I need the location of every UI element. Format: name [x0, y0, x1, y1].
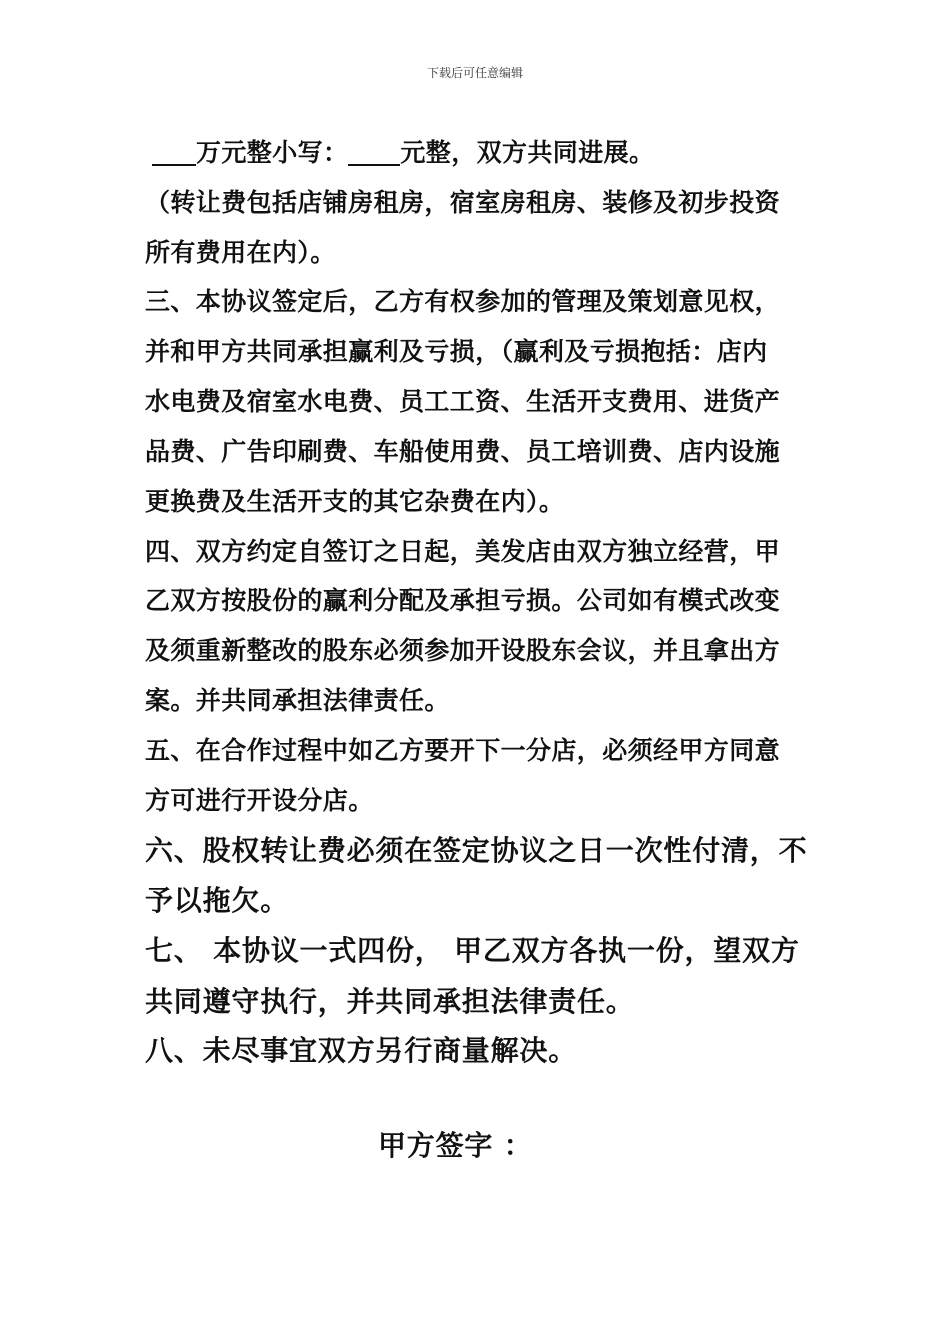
amount-text-b: 元整，双方共同进展。 — [400, 138, 655, 167]
text-line: 水电费及宿室水电费、员工工资、生活开支费用、进货产 — [145, 387, 781, 416]
blank-amount-big — [152, 138, 196, 166]
text-line: 及须重新整改的股东必须参加开设股东会议，并且拿出方 — [145, 636, 781, 665]
text-line: 五、在合作过程中如乙方要开下一分店，必须经甲方同意 — [145, 736, 781, 765]
text-line: 更换费及生活开支的其它杂费在内）。 — [145, 487, 565, 516]
signature-label: 甲方签字 ： — [378, 1129, 533, 1162]
text-line: 共同遵守执行，并共同承担法律责任。 — [145, 985, 635, 1018]
text-line: 乙双方按股份的赢利分配及承担亏损。公司如有模式改变 — [145, 586, 781, 615]
blank-amount-small — [348, 138, 400, 166]
text-line: 案。并共同承担法律责任。 — [145, 686, 450, 715]
text-line-amount — [152, 133, 654, 169]
amount-text-a: 万元整小写： — [196, 138, 349, 167]
text-line: 并和甲方共同承担赢利及亏损，（赢利及亏损抱括：店内 — [145, 337, 768, 366]
text-line: 方可进行开设分店。 — [145, 786, 374, 815]
text-line: （转让费包括店铺房租房，宿室房租房、装修及初步投资 — [145, 188, 781, 217]
text-line: 所有费用在内）。 — [145, 238, 336, 267]
text-line: 七、 本协议一式四份， 甲乙双方各执一份，望双方 — [145, 934, 800, 967]
text-line: 三、本协议签定后，乙方有权参加的管理及策划意见权， — [145, 287, 781, 316]
page-header: 下载后可任意编辑 — [426, 66, 523, 80]
text-line: 六、股权转让费必须在签定协议之日一次性付清，不 — [145, 834, 808, 867]
text-line: 予以拖欠。 — [145, 884, 290, 917]
text-line: 品费、广告印刷费、车船使用费、员工培训费、店内设施 — [145, 437, 781, 466]
text-line: 四、双方约定自签订之日起，美发店由双方独立经营，甲 — [145, 537, 781, 566]
text-line: 八、未尽事宜双方另行商量解决。 — [145, 1034, 578, 1067]
